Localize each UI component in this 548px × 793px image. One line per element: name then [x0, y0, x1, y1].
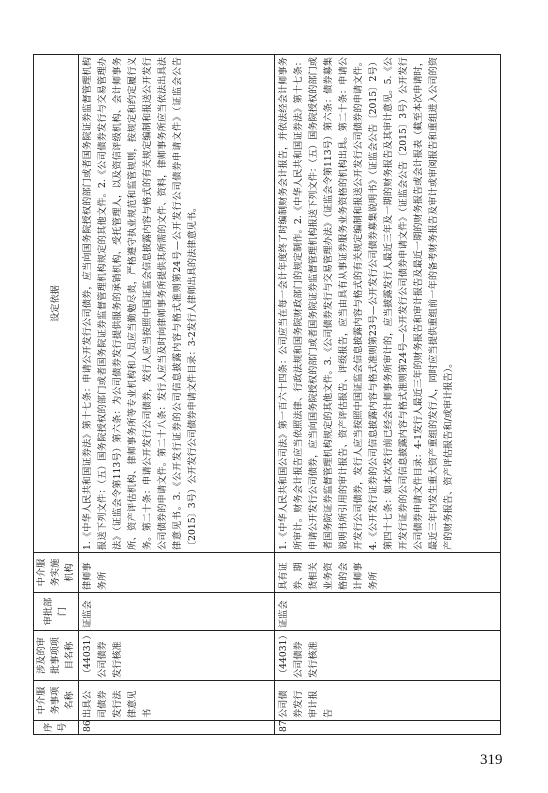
cell-service-name: 出具公司债券发行法律意见书	[79, 681, 275, 721]
header-basis: 设定依据	[34, 55, 79, 553]
rotated-table-frame	[33, 55, 501, 735]
table-row	[275, 55, 501, 735]
page-number: 319	[480, 752, 503, 768]
cell-seq: 86	[79, 721, 275, 735]
rotated-table-container	[33, 55, 501, 735]
header-service-name: 中介服务事项名称	[34, 681, 79, 721]
cell-basis: 1.《中华人民共和国证券法》第十七条：申请公开发行公司债券，应当向国务院授权的部门或者国务院证券监督管理机构报送下列文件：（五）国务院授权的部门或者国务院证券监督管理机构规定的其他文件。2.《公司债券发行与交易管理办法》（证监会令第113号）第六条：为公司债券发行提供服务的承销机构、受托管理人，以及资信评级机构、会计师事务所、资产评估机构、律师事务所等专业机构和人员应当勤勉尽责，严格遵守执业规范和监管规则，按规定和约定履行义务。第二十条：申请公开发行公司债券，发行人应当按照中国证监会信息披露内容与格式的有关规定编制和报送公开发行公司债券的申请文件。第二十八条：发行人应当及时向律师事务所提供其所需的文件、资料，律师事务所应当依法出具法律意见书。3.《公开发行证券的公司信息披露内容与格式准则第24号—公开发行公司债券申请文件》（证监会公告〔2015〕3号）公开发行公司债券申请文件目录：3-2发行人律师出具的法律意见书。	[79, 55, 275, 553]
cell-dept: 证监会	[79, 593, 275, 631]
cell-dept: 证监会	[275, 593, 501, 631]
header-agency: 中介服务实施机构	[34, 553, 79, 593]
cell-service-name: 公司债券发行审计报告	[275, 681, 501, 721]
cell-seq: 87	[275, 721, 501, 735]
cell-approval-item: （44031）公司债券发行核准	[275, 631, 501, 681]
cell-basis: 1.《中华人民共和国公司法》第一百六十四条：公司应当在每一会计年度终了时编制财务会计报告，并依法经会计师事务所审计。财务会计报告应当依照法律、行政法规和国务院财政部门的规定制作。2.《中华人民共和国证券法》第十七条：申请公开发行公司债券，应当向国务院授权的部门或者国务院证券监督管理机构报送下列文件：（五）国务院授权的部门或者国务院证券监督管理机构规定的其他文件。3.《公司债券发行与交易管理办法》（证监会令第113号）第六条：债券募集说明书所引用的审计报告、资产评估报告、评级报告，应当由具有从事证券服务业务资格的机构出具。第二十条：申请公开发行公司债券，发行人应当按照中国证监会信息披露内容与格式的有关规定编制和报送公开发行公司债券的申请文件。4.《公开发行证券的公司信息披露内容与格式准则第23号—公开发行公司债券募集说明书》（证监会公告〔2015〕2号）第四十七条：如本次发行前已经会计师事务所审计的，应当披露发行人最近三年及一期的财务报告及其审计意见。5.《公开发行证券的公司信息披露内容与格式准则第24号—公开发行公司债券申请文件》（证监会公告〔2015〕3号）公开发行公司债券申请文件目录：4-1发行人最近三年的财务报告和审计报告及最近一期的财务报告或会计报表（截至本次申请时，最近三年内发生重大资产重组的发行人，同时应当提供重组前一年的备考财务报告及审计或审阅报告和重组进入公司的资产的财务报告、资产评估报告和/或审计报告）。	[275, 55, 501, 553]
header-seq: 序号	[34, 721, 79, 735]
header-dept: 审批部门	[34, 593, 79, 631]
intermediary-service-table	[33, 54, 501, 735]
table-header-row	[34, 55, 79, 735]
table-row	[79, 55, 275, 735]
cell-approval-item: （44031）公司债券发行核准	[79, 631, 275, 681]
cell-agency: 律师事务所	[79, 553, 275, 593]
header-approval-item: 涉及的审批事项项目名称	[34, 631, 79, 681]
cell-agency: 具有证券、期货相关业务资格的会计师事务所	[275, 553, 501, 593]
